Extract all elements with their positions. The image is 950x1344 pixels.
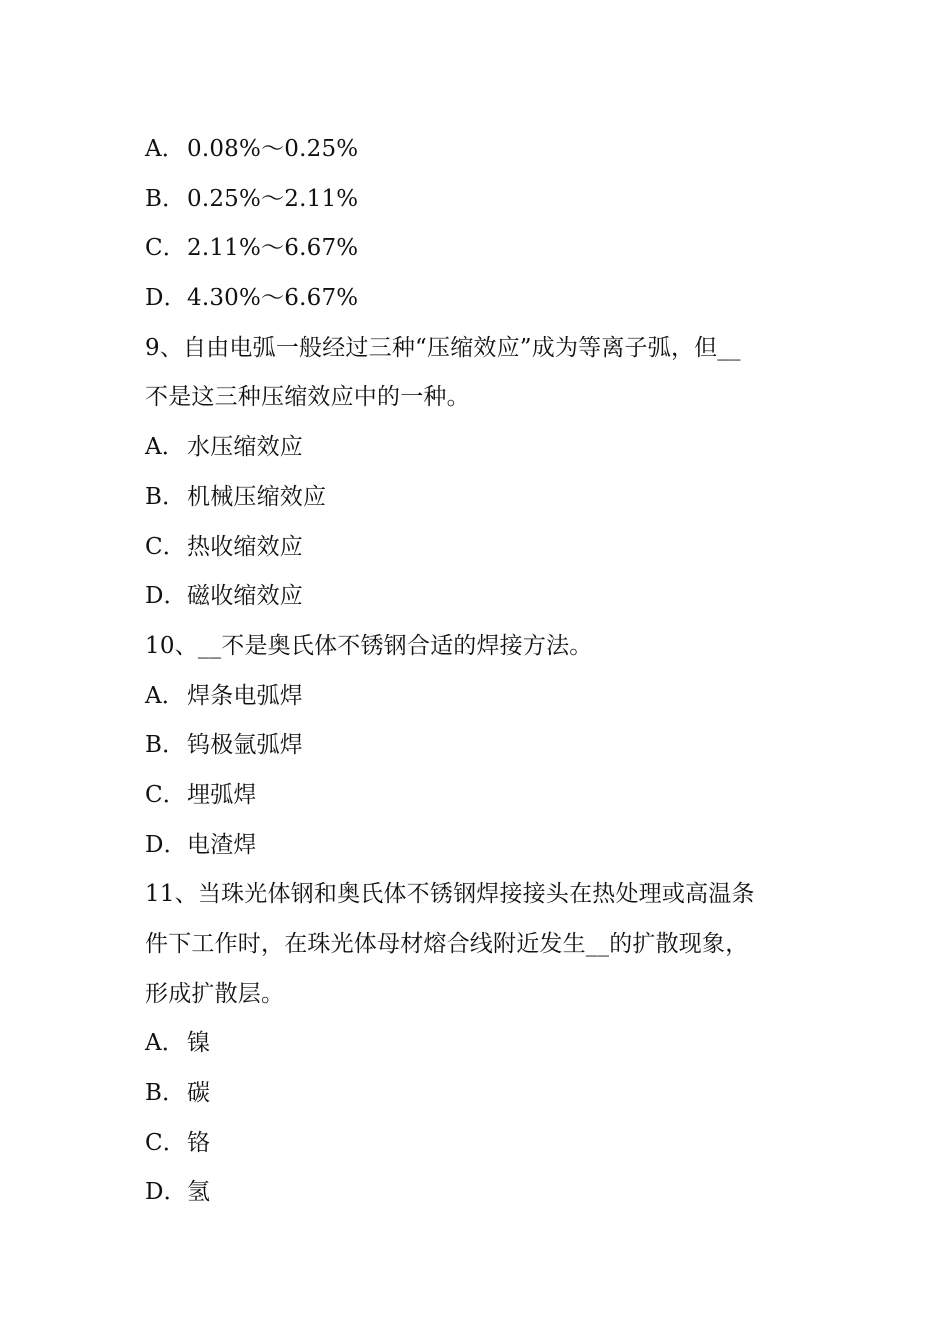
option-text: 4.30%～6.67% (187, 285, 359, 312)
q9-stem-line2: 不是这三种压缩效应中的一种。 (145, 384, 470, 411)
q11-stem-line2: 件下工作时，在珠光体母材熔合线附近发生__的扩散现象， (145, 931, 749, 957)
option-text: 热收缩效应 (187, 533, 303, 560)
option-letter: A． (145, 136, 186, 162)
q10-stem-line1: 10、__不是奥氏体不锈钢合适的焊接方法。 (145, 632, 593, 659)
option-letter: C． (145, 781, 186, 808)
q9-option-d (145, 572, 815, 622)
option-letter: D． (145, 285, 187, 312)
option-text: 钨极氩弧焊 (187, 732, 303, 759)
option-letter: D． (145, 583, 187, 610)
q10-option-c (145, 771, 815, 821)
option-letter: C． (145, 533, 186, 560)
option-text: 0.08%～0.25% (187, 136, 359, 162)
q10-option-a (145, 672, 815, 722)
q11-option-b (145, 1069, 815, 1119)
option-text: 机械压缩效应 (187, 483, 327, 510)
q11-option-a (145, 1019, 815, 1069)
option-letter: B． (145, 1080, 186, 1107)
q8-option-c (145, 224, 815, 274)
option-text: 磁收缩效应 (187, 583, 303, 610)
q9-option-a (145, 423, 815, 473)
q8-option-a (145, 125, 815, 175)
option-letter: C． (145, 1129, 186, 1156)
option-letter: B． (145, 732, 186, 759)
option-text: 埋弧焊 (187, 781, 257, 808)
document-page (145, 125, 815, 1218)
option-letter: B． (145, 483, 186, 510)
q11-stem-line1: 11、当珠光体钢和奥氏体不锈钢焊接接头在热处理或高温条 (145, 881, 755, 908)
q11-stem-line3: 形成扩散层。 (145, 980, 285, 1007)
q8-option-d (145, 274, 815, 324)
option-text: 镍 (187, 1030, 211, 1057)
option-text: 碳 (187, 1080, 211, 1107)
q10-option-b (145, 721, 815, 771)
option-text: 焊条电弧焊 (187, 682, 303, 709)
q9-option-b (145, 473, 815, 523)
option-text: 水压缩效应 (187, 434, 303, 461)
option-letter: D． (145, 1179, 187, 1206)
q9-option-c (145, 523, 815, 573)
option-text: 2.11%～6.67% (187, 235, 359, 262)
option-letter: B． (145, 185, 186, 212)
option-letter: A． (145, 434, 186, 461)
option-letter: D． (145, 831, 187, 858)
option-text: 氢 (187, 1179, 211, 1206)
q8-option-b (145, 175, 815, 225)
option-text: 铬 (187, 1129, 211, 1156)
q11-option-c (145, 1119, 815, 1169)
q10-option-d (145, 821, 815, 871)
option-letter: C． (145, 235, 186, 262)
option-text: 电渣焊 (187, 831, 257, 858)
option-letter: A． (145, 1030, 186, 1057)
option-text: 0.25%～2.11% (187, 185, 359, 212)
option-letter: A． (145, 682, 186, 709)
q11-option-d (145, 1168, 815, 1218)
q9-stem-line1: 9、自由电弧一般经过三种“压缩效应”成为等离子弧，但__ (145, 334, 741, 361)
